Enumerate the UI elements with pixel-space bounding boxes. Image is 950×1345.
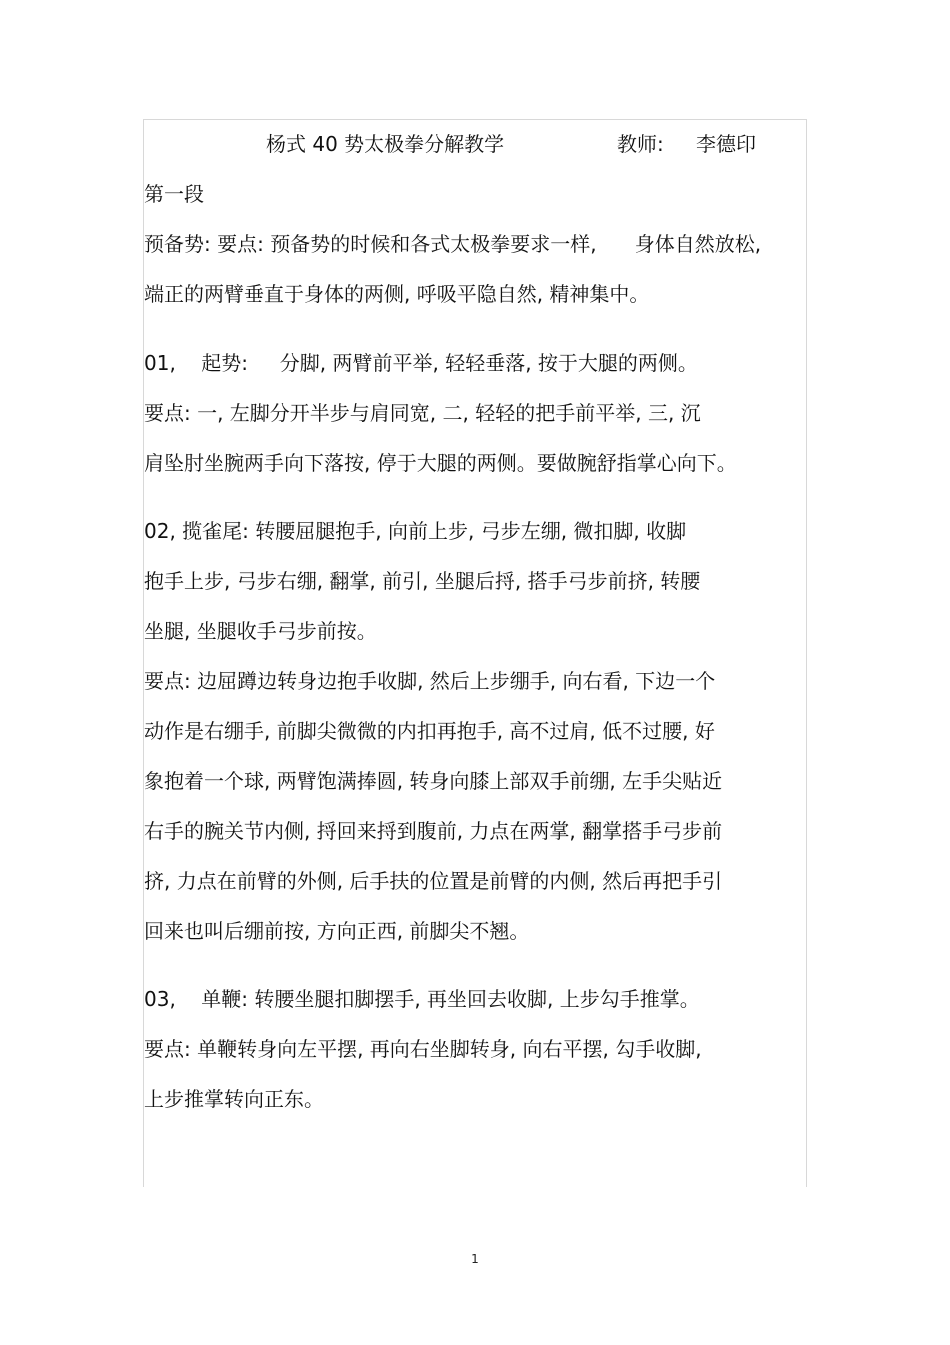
page-number: 1 bbox=[471, 1252, 479, 1266]
text-line: 01, 起势: 分脚, 两臂前平举, 轻轻垂落, 按于大腿的两侧。 bbox=[144, 351, 698, 375]
text-line: 动作是右绷手, 前脚尖微微的内扣再抱手, 高不过肩, 低不过腰, 好 bbox=[144, 719, 715, 743]
text-line: 要点: 一, 左脚分开半步与肩同宽, 二, 轻轻的把手前平举, 三, 沉 bbox=[144, 401, 701, 425]
text-line: 肩坠肘坐腕两手向下落按, 停于大腿的两侧。要做腕舒指掌心向下。 bbox=[144, 451, 737, 475]
text-line: 预备势: 要点: 预备势的时候和各式太极拳要求一样, 身体自然放松, bbox=[144, 232, 762, 256]
text-line: 上步推掌转向正东。 bbox=[144, 1087, 324, 1111]
text-line: 右手的腕关节内侧, 捋回来捋到腹前, 力点在两掌, 翻掌搭手弓步前 bbox=[144, 819, 723, 843]
document-title: 杨式 40 势太极拳分解教学 bbox=[266, 132, 505, 156]
text-line: 要点: 单鞭转身向左平摆, 再向右坐脚转身, 向右平摆, 勾手收脚, bbox=[144, 1037, 702, 1061]
text-line: 坐腿, 坐腿收手弓步前按。 bbox=[144, 619, 377, 643]
page-frame bbox=[143, 119, 807, 1187]
section-heading: 第一段 bbox=[144, 182, 204, 206]
text-line: 要点: 边屈蹲边转身边抱手收脚, 然后上步绷手, 向右看, 下边一个 bbox=[144, 669, 716, 693]
teacher-name: 李德印 bbox=[696, 132, 756, 156]
text-line: 挤, 力点在前臂的外侧, 后手扶的位置是前臂的内侧, 然后再把手引 bbox=[144, 869, 723, 893]
text-line: 02, 揽雀尾: 转腰屈腿抱手, 向前上步, 弓步左绷, 微扣脚, 收脚 bbox=[144, 519, 687, 543]
text-line: 03, 单鞭: 转腰坐腿扣脚摆手, 再坐回去收脚, 上步勾手推掌。 bbox=[144, 987, 700, 1011]
text-line: 端正的两臂垂直于身体的两侧, 呼吸平隐自然, 精神集中。 bbox=[144, 282, 650, 306]
text-line: 抱手上步, 弓步右绷, 翻掌, 前引, 坐腿后捋, 搭手弓步前挤, 转腰 bbox=[144, 569, 701, 593]
teacher-label: 教师: bbox=[617, 132, 664, 156]
text-line: 象抱着一个球, 两臂饱满捧圆, 转身向膝上部双手前绷, 左手尖贴近 bbox=[144, 769, 723, 793]
text-line: 回来也叫后绷前按, 方向正西, 前脚尖不翘。 bbox=[144, 919, 530, 943]
